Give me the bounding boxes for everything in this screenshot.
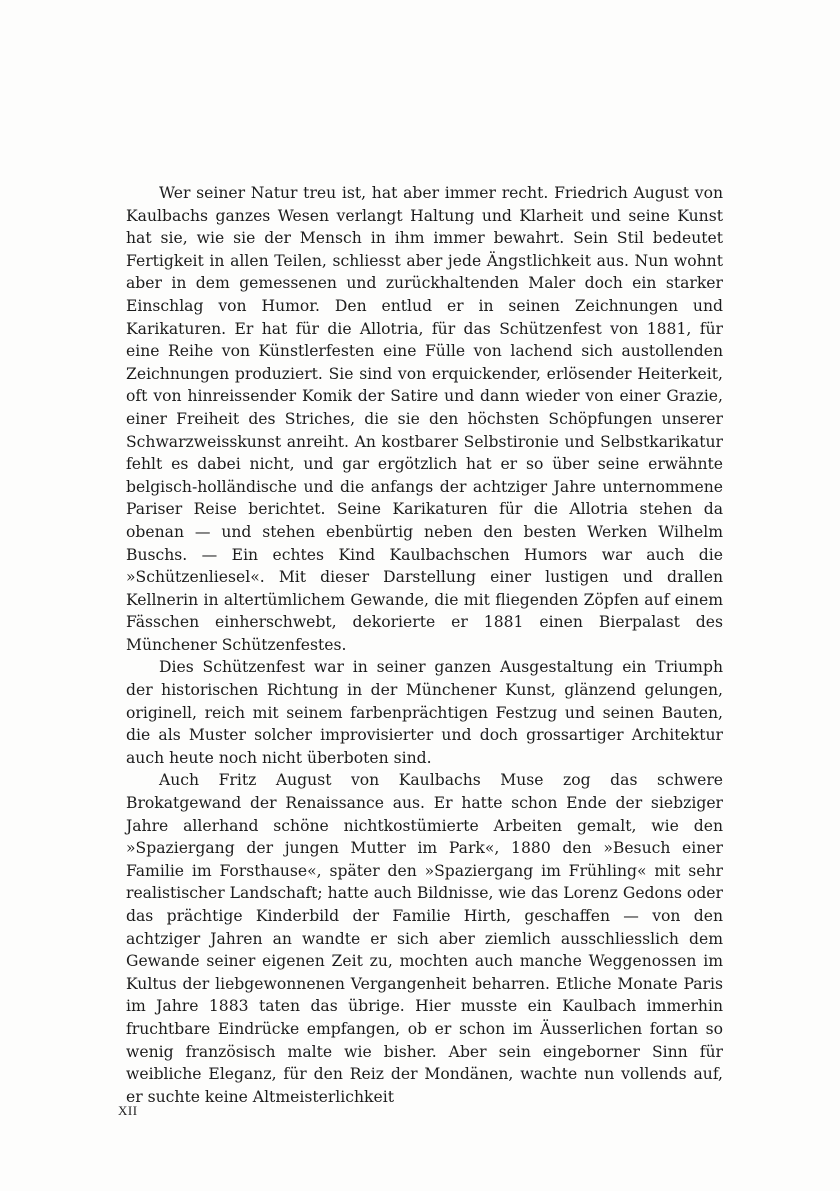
paragraph-2: Dies Schützenfest war in seiner ganzen Ausgestaltung ein Triumph der historischen Richtung in der Münchener Kunst, glänzend gelungen, originell, reich mit seinem farbenprächtigen Festzug und seinen Bauten, die als Muster solcher improvisierter und doch grossartiger Architektur auch heute noch nicht überboten sind. xyxy=(126,658,723,767)
paragraph-3: Auch Fritz August von Kaulbachs Muse zog das schwere Brokatgewand der Renaissance aus. Er hatte schon Ende der siebziger Jahre allerhand schöne nichtkostümierte Arbeiten gemalt, wie den »Spaziergang der jungen Mutter im Park«, 1880 den »Besuch einer Familie im Forsthause«, später den »Spaziergang im Frühling« mit sehr realistischer Landschaft; hatte auch Bildnisse, wie das Lorenz Gedons oder das prächtige Kinderbild der Familie Hirth, geschaffen — von den achtziger Jahren an wandte er sich aber ziemlich ausschliesslich dem Gewande seiner eigenen Zeit zu, mochten auch manche Weggenossen im Kultus der liebgewonnenen Vergangenheit beharren. Etliche Monate Paris im Jahre 1883 taten das übrige. Hier musste ein Kaulbach immerhin fruchtbare Eindrücke empfangen, ob er schon im Äusserlichen fortan so wenig französisch malte wie bisher. Aber sein eingeborner Sinn für weibliche Eleganz, für den Reiz der Mondänen, wachte nun vollends auf, er suchte keine Altmeisterlichkeit xyxy=(126,771,723,1106)
page-number: XII xyxy=(118,1103,138,1118)
paragraph-1: Wer seiner Natur treu ist, hat aber immer recht. Friedrich August von Kaulbachs ganzes Wesen verlangt Haltung und Klarheit und seine Kunst hat sie, wie sie der Mensch in ihm immer bewahrt. Sein Stil bedeutet Fertigkeit in allen Teilen, schliesst aber jede Ängstlichkeit aus. Nun wohnt aber in dem gemessenen und zurückhaltenden Maler doch ein starker Einschlag von Humor. Den entlud er in seinen Zeichnungen und Karikaturen. Er hat für die Allotria, für das Schützenfest von 1881, für eine Reihe von Künstlerfesten eine Fülle von lachend sich austollenden Zeichnungen produziert. Sie sind von erquickender, erlösender Heiterkeit, oft von hinreissender Komik der Satire und dann wieder von einer Grazie, einer Freiheit des Striches, die sie den höchsten Schöpfungen unserer Schwarzweisskunst anreiht. An kostbarer Selbstironie und Selbstkarikatur fehlt es dabei nicht, und gar ergötzlich hat er so über seine erwähnte belgisch-holländische und die anfangs der achtziger Jahre unternommene Pariser Reise berichtet. Seine Karikaturen für die Allotria stehen da obenan — und stehen ebenbürtig neben den besten Werken Wilhelm Buschs. — Ein echtes Kind Kaulbachschen Humors war auch die »Schützenliesel«. Mit dieser Darstellung einer lustigen und drallen Kellnerin in altertümlichem Gewande, die mit fliegenden Zöpfen auf einem Fässchen einherschwebt, dekorierte er 1881 einen Bierpalast des Münchener Schützenfestes. xyxy=(126,184,723,654)
body-text xyxy=(126,182,723,1108)
